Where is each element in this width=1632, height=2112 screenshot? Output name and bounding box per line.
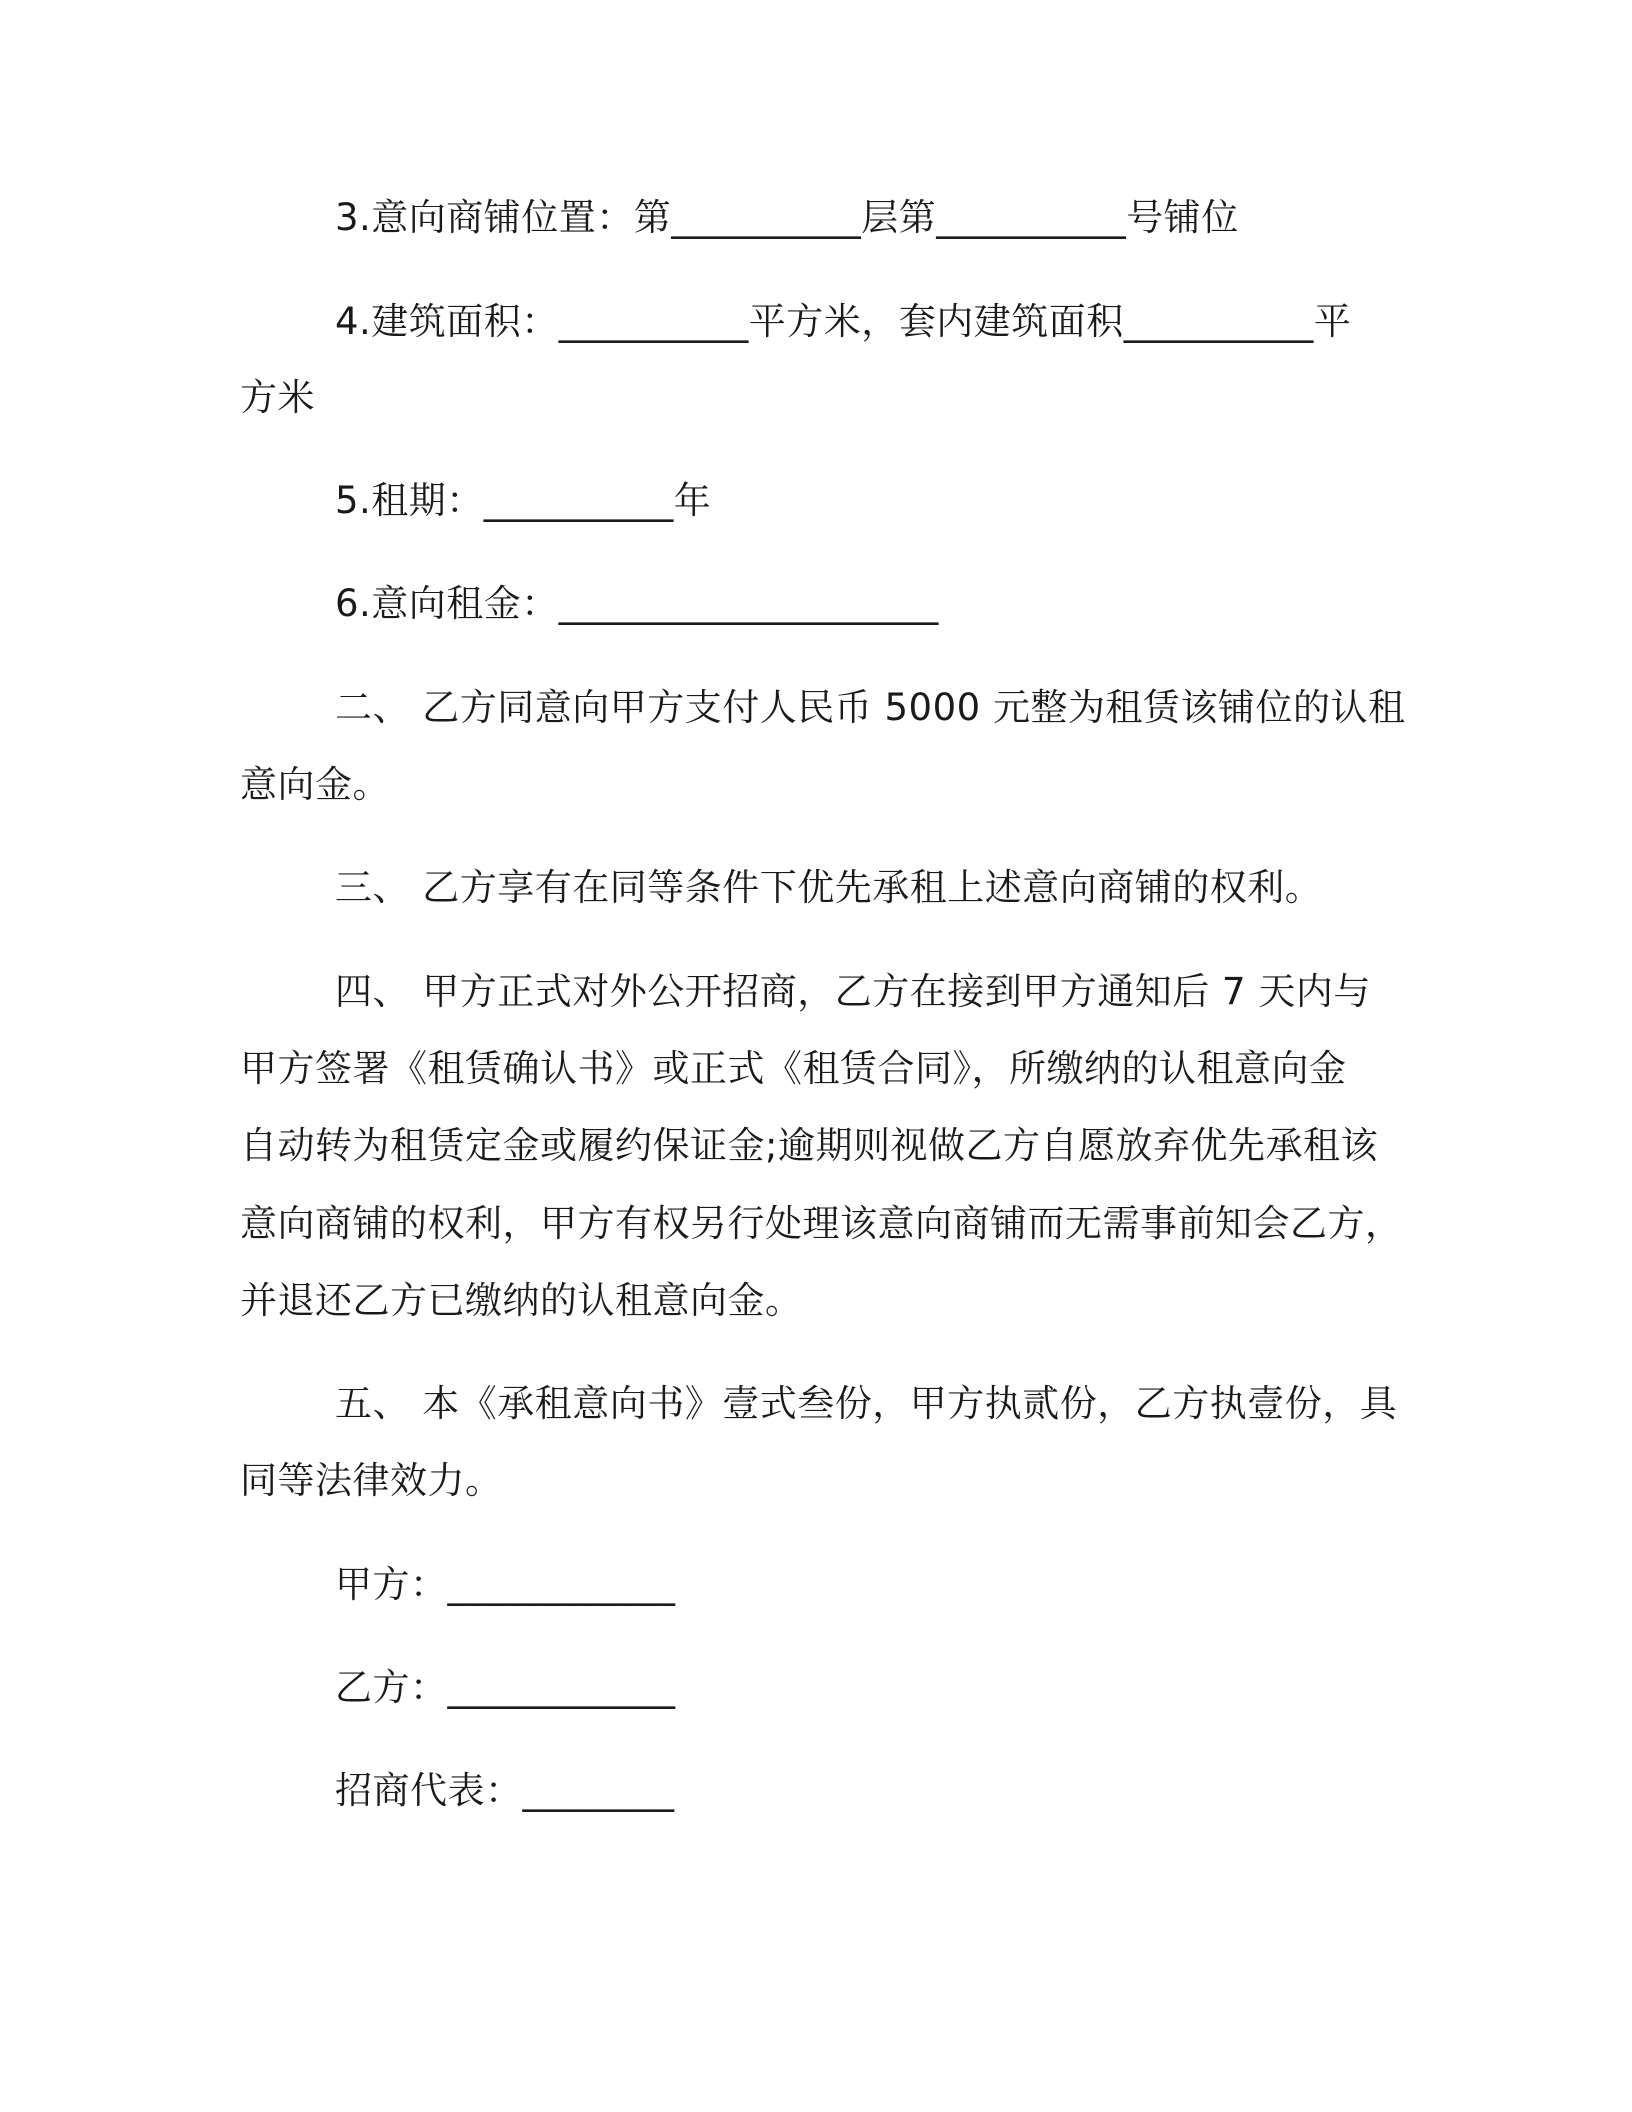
item-4-floor-area-cont: 方米 [240,376,315,419]
item-6-intended-rent: 6.意向租金：____________________ [335,582,939,625]
clause-5-line-2: 同等法律效力。 [240,1459,503,1502]
clause-2-deposit-cont: 意向金。 [240,763,390,806]
item-3-shop-location: 3.意向商铺位置：第__________层第__________号铺位 [335,196,1239,239]
item-5-lease-term: 5.租期：__________年 [335,479,712,522]
clause-3-priority: 三、 乙方享有在同等条件下优先承租上述意向商铺的权利。 [335,866,1323,909]
party-a-signature: 甲方：____________ [335,1563,676,1606]
item-4-floor-area: 4.建筑面积：__________平方米，套内建筑面积__________平 [335,300,1352,343]
clause-4-line-4: 意向商铺的权利，甲方有权另行处理该意向商铺而无需事前知会乙方， [240,1202,1403,1245]
clause-4-line-5: 并退还乙方已缴纳的认租意向金。 [240,1279,803,1322]
clause-4-line-1: 四、 甲方正式对外公开招商，乙方在接到甲方通知后 7 天内与 [335,970,1371,1013]
clause-4-line-3: 自动转为租赁定金或履约保证金;逾期则视做乙方自愿放弃优先承租该 [240,1124,1378,1167]
clause-2-deposit: 二、 乙方同意向甲方支付人民币 5000 元整为租赁该铺位的认租 [335,686,1406,729]
clause-4-line-2: 甲方签署《租赁确认书》或正式《租赁合同》，所缴纳的认租意向金 [240,1047,1347,1090]
party-b-signature: 乙方：____________ [335,1666,676,1709]
leasing-representative-signature: 招商代表：________ [335,1769,675,1812]
clause-5-line-1: 五、 本《承租意向书》壹式叁份，甲方执贰份，乙方执壹份，具 [335,1382,1398,1425]
